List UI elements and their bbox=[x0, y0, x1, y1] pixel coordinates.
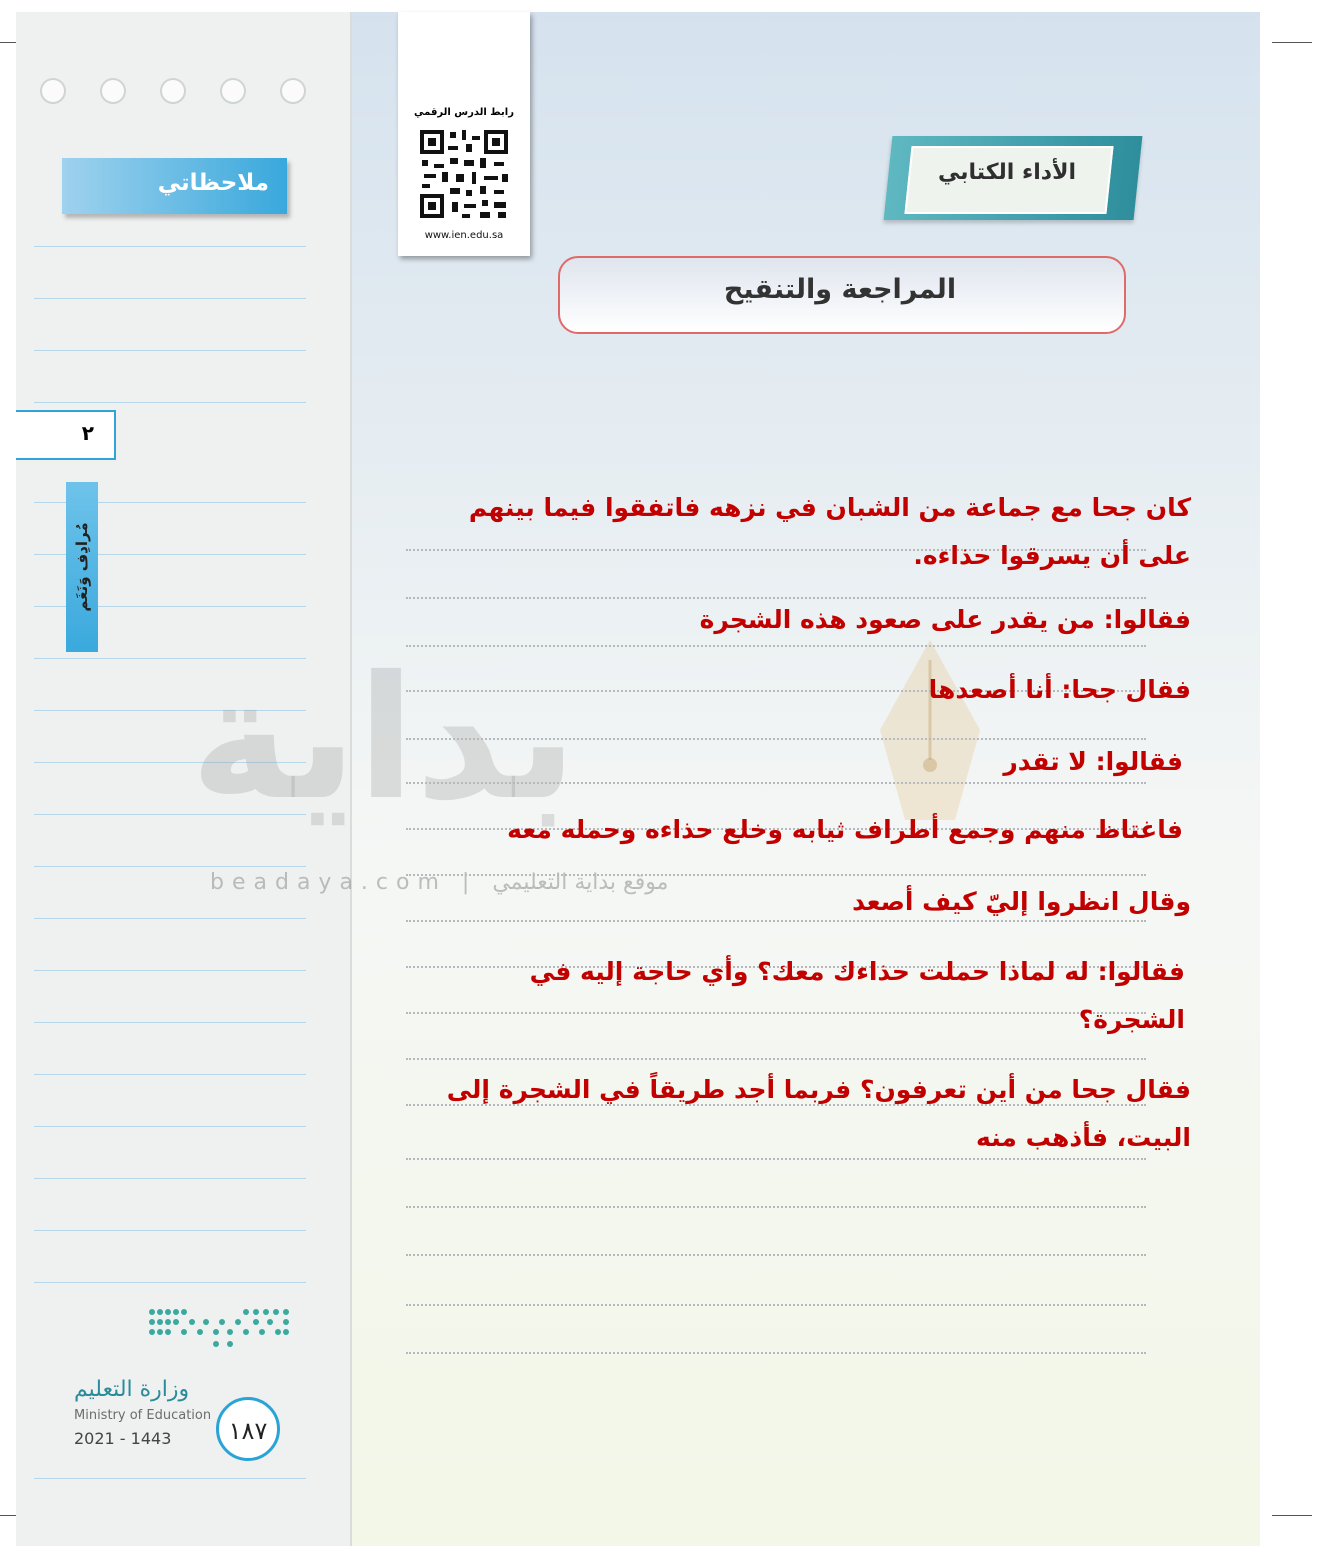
note-line bbox=[34, 1478, 306, 1479]
note-line bbox=[34, 1178, 306, 1179]
story-paragraph: فقالوا: له لماذا حملت حذاءك معك؟ وأي حاجة إليه في الشجرة؟ bbox=[529, 957, 1185, 1034]
binder-hole bbox=[100, 78, 126, 104]
story-paragraph: فقال جحا من أين تعرفون؟ فربما أجد طريقاً في الشجرة إلى البيت، فأذهب منه bbox=[446, 1075, 1191, 1152]
qr-url: www.ien.edu.sa bbox=[424, 230, 504, 241]
crop-mark bbox=[1272, 42, 1312, 43]
note-line bbox=[34, 402, 306, 403]
note-line bbox=[34, 246, 306, 247]
binder-hole bbox=[40, 78, 66, 104]
writing-line bbox=[406, 1058, 1146, 1060]
qr-title: رابط الدرس الرقمي bbox=[414, 107, 514, 118]
story-paragraph: فقال جحا: أنا أصعدها bbox=[928, 675, 1191, 704]
writing-line bbox=[406, 1304, 1146, 1306]
story-paragraph: وقال انظروا إليّ كيف أصعد bbox=[852, 887, 1191, 916]
unit-title: مُرادِف وَنَغَم bbox=[73, 522, 91, 612]
ministry-name-ar: وزارة التعليم bbox=[74, 1377, 190, 1402]
writing-line bbox=[406, 874, 1146, 876]
crop-mark bbox=[1272, 1515, 1312, 1516]
page-number: ١٨٧ bbox=[228, 1417, 268, 1445]
note-line bbox=[34, 1230, 306, 1231]
note-line bbox=[34, 1126, 306, 1127]
writing-line bbox=[406, 1352, 1146, 1354]
watermark-subtext: beadaya.com | موقع بداية التعليمي bbox=[210, 870, 669, 895]
binder-hole bbox=[160, 78, 186, 104]
note-line bbox=[34, 1074, 306, 1075]
unit-title-badge bbox=[66, 482, 98, 652]
story-paragraph: فاغتاظ منهم وجمع أطراف ثيابه وخلع حذاءه وحمله معه bbox=[507, 815, 1183, 844]
story-paragraph: فقالوا: من يقدر على صعود هذه الشجرة bbox=[699, 605, 1191, 634]
notes-tab bbox=[62, 158, 287, 214]
unit-number-box bbox=[16, 410, 116, 460]
notes-label: ملاحظاتي bbox=[157, 170, 269, 196]
writing-line bbox=[406, 1206, 1146, 1208]
note-line bbox=[34, 1282, 306, 1283]
story-paragraph: كان جحا مع جماعة من الشبان في نزهه فاتفقوا فيما بينهم على أن يسرقوا حذاءه. bbox=[468, 493, 1191, 570]
page-number-badge bbox=[216, 1397, 280, 1461]
note-line bbox=[34, 350, 306, 351]
watermark-text: بداية bbox=[190, 640, 578, 838]
unit-number: ٢ bbox=[81, 421, 94, 445]
note-line bbox=[34, 298, 306, 299]
story-paragraph: فقالوا: لا تقدر bbox=[1003, 747, 1183, 776]
note-line bbox=[34, 970, 306, 971]
binder-hole bbox=[220, 78, 246, 104]
edition-year: 2021 - 1443 bbox=[74, 1429, 172, 1448]
qr-code-icon bbox=[418, 128, 510, 220]
binder-hole bbox=[280, 78, 306, 104]
note-line bbox=[34, 918, 306, 919]
qr-card[interactable] bbox=[398, 12, 530, 256]
section-badge-label: الأداء الكتابي bbox=[937, 160, 1076, 185]
ministry-name-en: Ministry of Education bbox=[74, 1408, 212, 1423]
writing-line bbox=[406, 1254, 1146, 1256]
note-line bbox=[34, 1022, 306, 1023]
lesson-title: المراجعة والتنقيح bbox=[723, 274, 957, 305]
writing-line bbox=[406, 645, 1146, 647]
ministry-logo-icon bbox=[146, 1302, 296, 1362]
note-line bbox=[34, 866, 306, 867]
